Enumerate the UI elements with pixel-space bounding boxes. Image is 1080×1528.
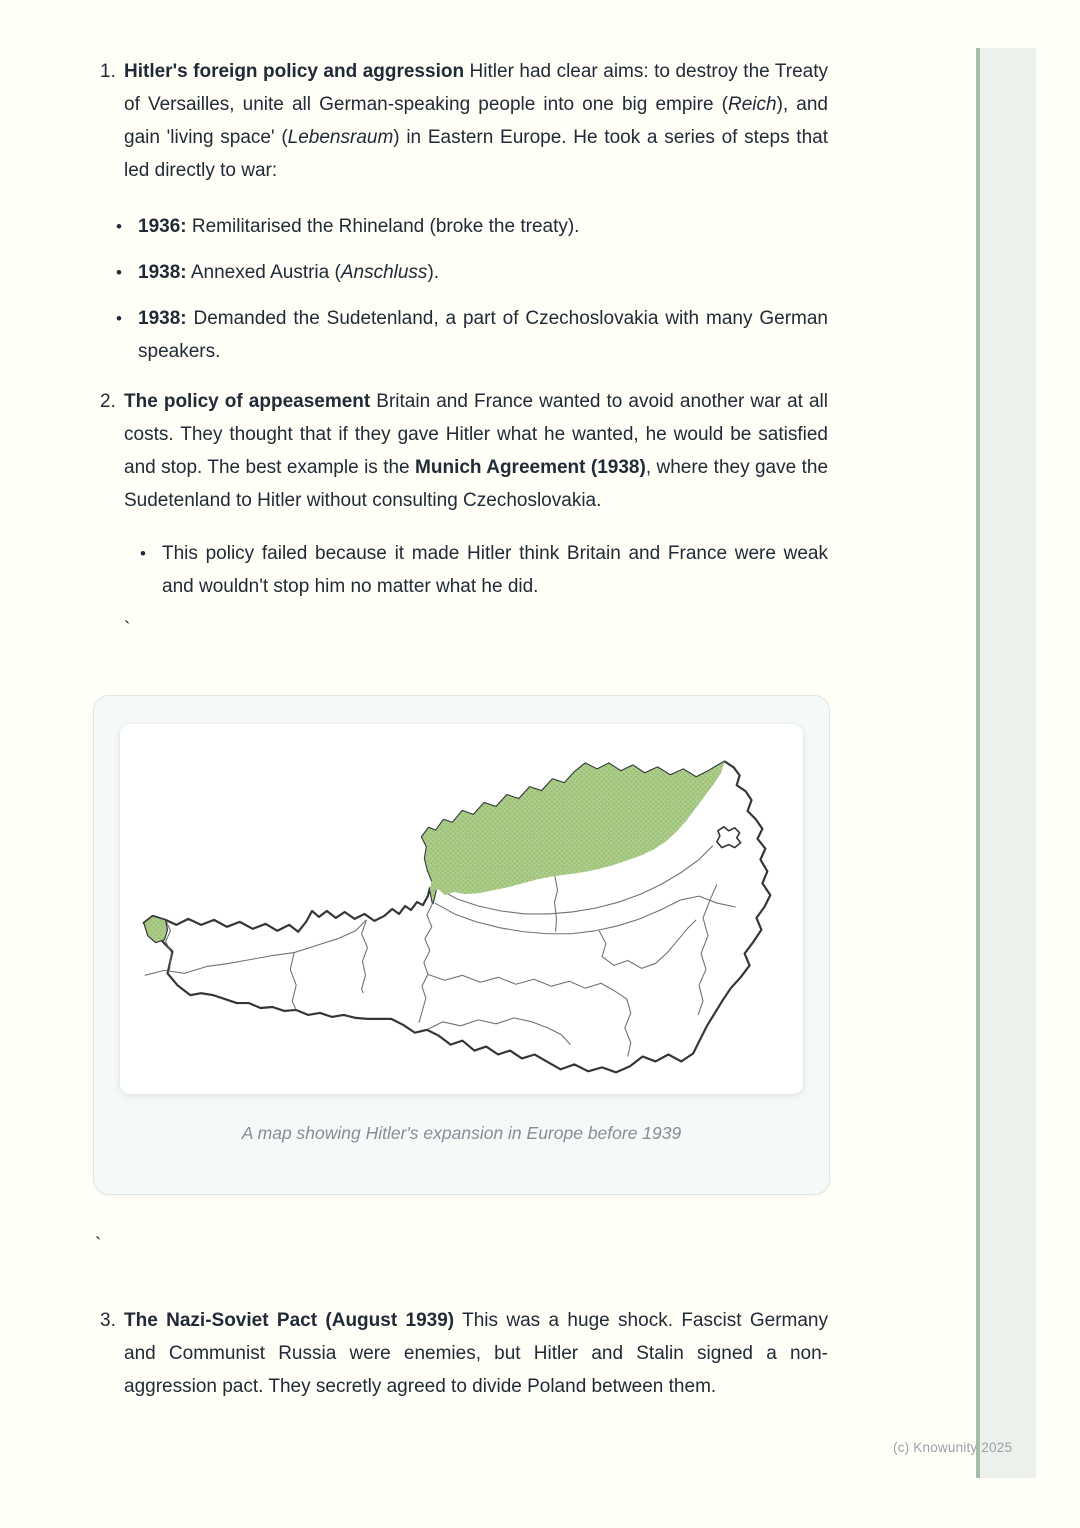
item-2-number: 2. — [100, 391, 116, 412]
numbered-item-2 — [100, 385, 828, 603]
item-2-text — [124, 385, 828, 603]
bullet-text: 1936: Remilitarised the Rhineland (broke the treaty). — [138, 216, 580, 237]
austria-expansion-map — [120, 724, 803, 1094]
right-accent-band — [976, 48, 1036, 1478]
numbered-item-1 — [100, 55, 828, 187]
item-2-bullet-list — [140, 537, 828, 603]
bullet-1938-anschluss — [116, 256, 828, 289]
bullet-marker: • — [116, 309, 122, 328]
map-card — [120, 724, 803, 1094]
bullet-1936-rhineland — [116, 210, 828, 243]
figure-card — [93, 695, 830, 1195]
stray-backtick-1: ` — [124, 619, 131, 640]
bullet-marker: • — [116, 263, 122, 282]
bullet-text: 1938: Annexed Austria (Anschluss). — [138, 262, 440, 283]
item-3-text: The Nazi-Soviet Pact (August 1939) This was a huge shock. Fascist Germany and Communist Russia were enemies, but Hitler and Stalin signed a non-aggression pact. They secretly agreed to divide Poland between them. — [124, 1310, 828, 1397]
item-3-number: 3. — [100, 1310, 116, 1331]
item-1-bullet-list — [116, 210, 828, 368]
bullet-marker: • — [116, 217, 122, 236]
notes-content — [95, 55, 829, 1403]
figure-caption: A map showing Hitler's expansion in Europe before 1939 — [241, 1123, 682, 1143]
stray-backtick-2: ` — [95, 1235, 102, 1256]
item-1-number: 1. — [100, 61, 116, 82]
bullet-marker: • — [140, 544, 146, 563]
bullet-text: This policy failed because it made Hitler think Britain and France were weak and wouldn't stop him no matter what he did. — [162, 543, 828, 597]
map-vienna-enclave — [717, 827, 741, 848]
bullet-appeasement-failed — [140, 537, 828, 603]
bullet-1938-sudetenland — [116, 302, 828, 368]
item-2-paragraph: The policy of appeasement Britain and France wanted to avoid another war at all costs. They thought that if they gave Hitler what he wanted, he would be satisfied and stop. The best example is the Munich Agreement (1938), where they gave the Sudetenland to Hitler without consulting Czechoslovakia. — [124, 391, 829, 511]
item-1-text: Hitler's foreign policy and aggression Hitler had clear aims: to destroy the Treaty of Versailles, unite all German-speaking people into one big empire (Reich), and gain 'living space' (Lebensraum) in Eastern Europe. He took a series of steps that led directly to war: — [124, 61, 828, 181]
watermark: (c) Knowunity 2025 — [893, 1440, 1013, 1455]
bullet-text: 1938: Demanded the Sudetenland, a part of Czechoslovakia with many German speakers. — [138, 308, 828, 362]
numbered-item-3 — [100, 1304, 828, 1403]
map-highlight-region-west — [144, 916, 168, 943]
